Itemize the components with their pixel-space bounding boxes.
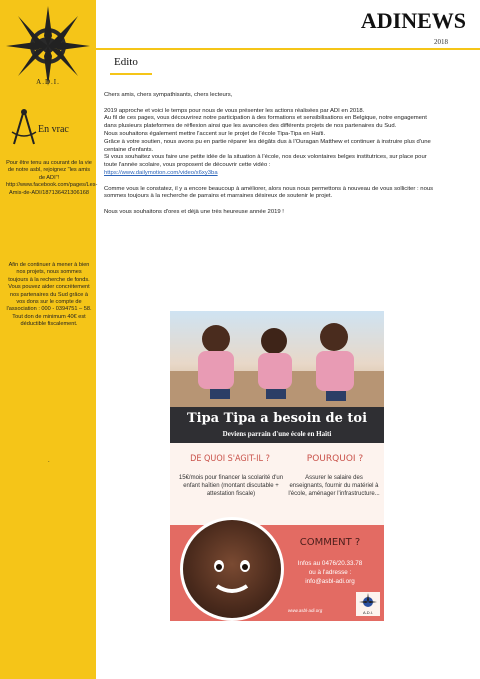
edito-underline (110, 73, 152, 75)
paragraph-1-line-3: Nous souhaitons également mettre l'accent sur le projet de l'école Tipa-Tipa en Haïti. (104, 130, 326, 137)
answer-why: Assurer le salaire des enseignants, fournir du matériel à l'école, aménager l'infrastructure... (288, 475, 380, 497)
poster-subtitle: Deviens parrain d'une école en Haïti (222, 430, 332, 438)
edito-heading: Edito (114, 56, 138, 68)
logo-text: A.D.I. (36, 78, 60, 86)
how-heading: COMMENT ? (299, 537, 361, 548)
sidebar (0, 0, 96, 679)
children-photo (170, 311, 384, 407)
tipa-tipa-poster (170, 311, 384, 621)
paragraph-1-line-2: Au fil de ces pages, vous découvrirez notre participation à des formations et sensibilisations en Belgique, notre engagement dans plusieurs plateformes de réflexion ainsi que les avancées des différents projets de nos partenaires du Sud. (104, 115, 427, 130)
poster-website[interactable]: www.asbl-adi.org (288, 608, 323, 613)
adi-mini-logo-icon (356, 592, 380, 616)
child-face-illustration (183, 520, 281, 618)
edito-body (104, 92, 434, 225)
paragraph-3: Nous vous souhaitons d'ores et déjà une très heureuse année 2019 ! (104, 208, 284, 215)
contact-or: ou à l'adresse : (308, 569, 352, 576)
en-vrac-title: En vrac (38, 124, 69, 135)
contact-info (282, 559, 378, 586)
question-why: POURQUOI ? (306, 454, 364, 464)
newsletter-year: 2018 (434, 38, 448, 46)
question-what: DE QUOI S'AGIT-IL ? (190, 454, 270, 464)
greeting: Chers amis, chers sympathisants, chers lecteurs, (104, 92, 233, 98)
facebook-info: Pour être tenu au courant de la vie de notre asbl, rejoignez "les amis de ADI"! http://www.facebook.com/pages/Les-Amis-de-ADI/187136421306168 (6, 160, 98, 196)
answer-what: 15€/mois pour financer la scolarité d'un enfant haïtien (montant discutable + attestation fiscale) (178, 475, 284, 497)
contact-phone: Infos au 0476/20.33.78 (297, 560, 363, 567)
paragraph-2: Comme vous le constatez, il y a encore beaucoup à améliorer, alors nous nous permettons à nouveau de vous solliciter : nous sommes toujours à la recherche de parrains et marraines désireux de soutenir le projet. (104, 185, 434, 200)
contact-email[interactable]: info@asbl-adi.org (305, 578, 355, 585)
paragraph-1-line-1: 2019 approche et voici le temps pour nous de vous présenter les actions réalisées par ADI en 2018. (104, 107, 365, 114)
compass-logo-icon (4, 6, 92, 86)
poster-title: Tipa Tipa a besoin de toi (186, 411, 368, 426)
donation-info: Afin de continuer à mener à bien nos projets, nous sommes toujours à la recherche de fonds. Vous pouvez aider concrètement nos partenaires du Sud grâce à vos dons sur le compte de l'association : 000 - 0394751 – 58. Tout don de minimum 40€ est déductible fiscalement. (6, 262, 92, 328)
paragraph-1-line-5: Si vous souhaitez vous faire une petite idée de la situation à l'école, nos deux volontaires belges institutrices, sur place pour toute l'année scolaire, vous proposent de découvrir cette vidéo : (104, 154, 427, 169)
child-portrait (180, 517, 284, 621)
paragraph-1-line-4: Grâce à votre soutien, nous avons pu en partie réparer les dégâts dus à l'Ouragan Matthew et continuer à instruire plus d'une centaine d'enfants. (104, 138, 431, 153)
sidebar-dot: . (48, 458, 50, 464)
mini-logo-text: A.D.I. (362, 610, 374, 615)
header-divider (96, 48, 480, 50)
children-illustration (170, 311, 384, 407)
newsletter-title: ADINEWS (360, 8, 466, 33)
video-link[interactable]: https://www.dailymotion.com/video/x6xy3ba (104, 169, 218, 176)
